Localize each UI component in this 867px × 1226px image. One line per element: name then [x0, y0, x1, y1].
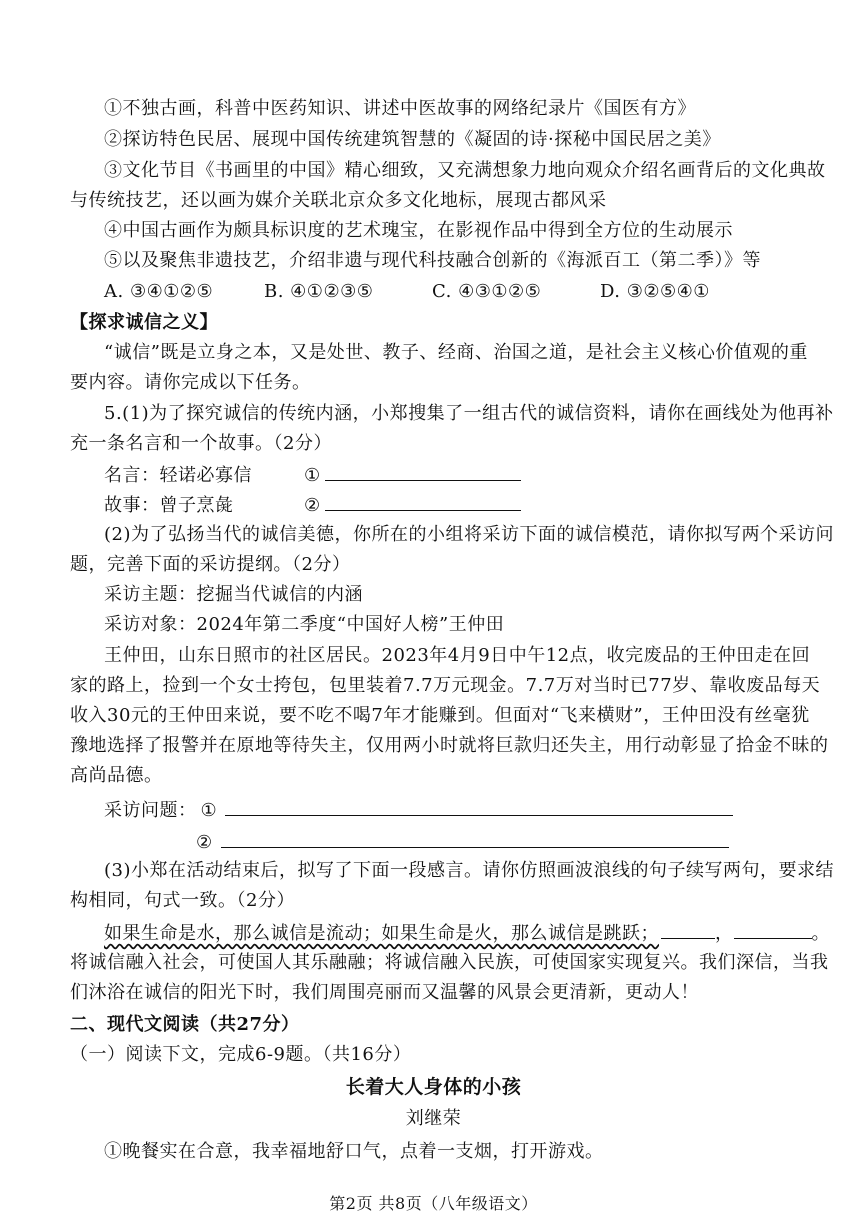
story-paragraph: 高尚品德。 [70, 765, 163, 786]
option-c: C. ④③①②⑤ [432, 281, 542, 302]
question-prompt-continued: 构相同，句式一致。（2分） [70, 890, 295, 911]
part-heading: 二、现代文阅读（共27分） [70, 1014, 300, 1035]
question-prompt-continued: 题，完善下面的采访提纲。（2分） [70, 554, 351, 575]
story-row [104, 492, 521, 518]
story-paragraph: 王仲田，山东日照市的社区居民。2023年4月9日中午12点，收完废品的王仲田走在回 [104, 645, 811, 666]
option-a: A. ③④①②⑤ [104, 281, 214, 302]
motto-label: 名言：轻诺必寡信 [104, 465, 252, 486]
list-item: ④中国古画作为颇具标识度的艺术瑰宝，在影视作品中得到全方位的生动展示 [104, 220, 733, 241]
question-prompt: (2)为了弘扬当代的诚信美德，你所在的小组将采访下面的诚信模范，请你拟写两个采访问 [104, 524, 834, 545]
imitation-blank-1[interactable] [661, 920, 715, 939]
question-prompt: (3)小郑在活动结束后，拟写了下面一段感言。请你仿照画波浪线的句子续写两句，要求结 [104, 860, 834, 881]
section-intro-continued: 要内容。请你完成以下任务。 [70, 372, 311, 393]
list-item: ②探访特色民居、展现中国传统建筑智慧的《凝固的诗·探秘中国民居之美》 [104, 129, 721, 150]
wavy-sentence: 如果生命是水，那么诚信是流动；如果生命是火，那么诚信是跳跃； [104, 923, 659, 944]
question-prompt: 5.(1)为了探究诚信的传统内涵，小郑搜集了一组古代的诚信资料，请你在画线处为他再补 [104, 403, 834, 424]
story-first-paragraph: ①晚餐实在合意，我幸福地舒口气，点着一支烟，打开游戏。 [104, 1141, 604, 1162]
interview-question-blank[interactable] [221, 829, 729, 848]
interview-question-row [196, 829, 729, 855]
reflection-text: 们沐浴在诚信的阳光下时，我们周围亮丽而又温馨的风景会更清新，更动人！ [70, 982, 699, 1003]
story-title: 长着大人身体的小孩 [345, 1076, 522, 1098]
story-answer-blank[interactable] [325, 492, 521, 511]
motto-answer-blank[interactable] [325, 462, 521, 481]
story-label: 故事：曾子烹彘 [104, 495, 234, 516]
option-b: B. ④①②③⑤ [264, 281, 374, 302]
sub-heading: （一）阅读下文，完成6-9题。（共16分） [70, 1044, 412, 1065]
interview-question-row [104, 797, 733, 823]
list-item: ⑤以及聚焦非遗技艺，介绍非遗与现代科技融合创新的《海派百工（第二季）》等 [104, 250, 761, 271]
story-author: 刘继荣 [405, 1108, 462, 1129]
list-item: ①不独古画，科普中医药知识、讲述中医故事的网络纪录片《国医有方》 [104, 98, 696, 119]
answer-options [104, 280, 710, 304]
story-paragraph: 家的路上，捡到一个女士挎包，包里装着7.7万元现金。7.7万对当时已77岁、靠收废品每天 [70, 675, 821, 696]
list-item: ③文化节目《书画里的中国》精心细致，又充满想象力地向观众介绍名画背后的文化典故 [104, 160, 826, 181]
answer-mark: ① [200, 800, 218, 821]
section-heading: 【探求诚信之义】 [70, 312, 218, 333]
interview-topic: 采访主题：挖掘当代诚信的内涵 [104, 584, 363, 605]
imitation-blank-2[interactable] [734, 920, 812, 939]
option-d: D. ③②⑤④① [600, 281, 710, 302]
motto-row [104, 462, 521, 488]
story-paragraph: 收入30元的王仲田来说，要不吃不喝7年才能赚到。但面对“飞来横财”，王仲田没有丝毫犹 [70, 705, 810, 726]
question-prompt-continued: 充一条名言和一个故事。（2分） [70, 433, 332, 454]
interview-questions-label: 采访问题： [104, 800, 197, 821]
interview-target: 采访对象：2024年第二季度“中国好人榜”王仲田 [104, 614, 505, 635]
separator: ， [715, 923, 734, 944]
answer-mark: ② [196, 832, 213, 853]
list-item-continued: 与传统技艺，还以画为媒介关联北京众多文化地标，展现古都风采 [70, 190, 607, 211]
answer-mark: ① [304, 465, 321, 486]
reflection-text: 将诚信融入社会，可使国人其乐融融；将诚信融入民族，可使国家实现复兴。我们深信，当我 [70, 952, 829, 973]
story-paragraph: 豫地选择了报警并在原地等待失主，仅用两小时就将巨款归还失主，用行动彰显了拾金不昧的 [70, 735, 829, 756]
answer-mark: ② [304, 495, 321, 516]
interview-question-blank[interactable] [225, 797, 733, 816]
imitation-row [104, 920, 830, 946]
page-footer: 第2页 共8页（八年级语文） [329, 1194, 538, 1213]
section-intro: “诚信”既是立身之本，又是处世、教子、经商、治国之道，是社会主义核心价值观的重 [104, 342, 808, 363]
period: 。 [811, 923, 830, 944]
